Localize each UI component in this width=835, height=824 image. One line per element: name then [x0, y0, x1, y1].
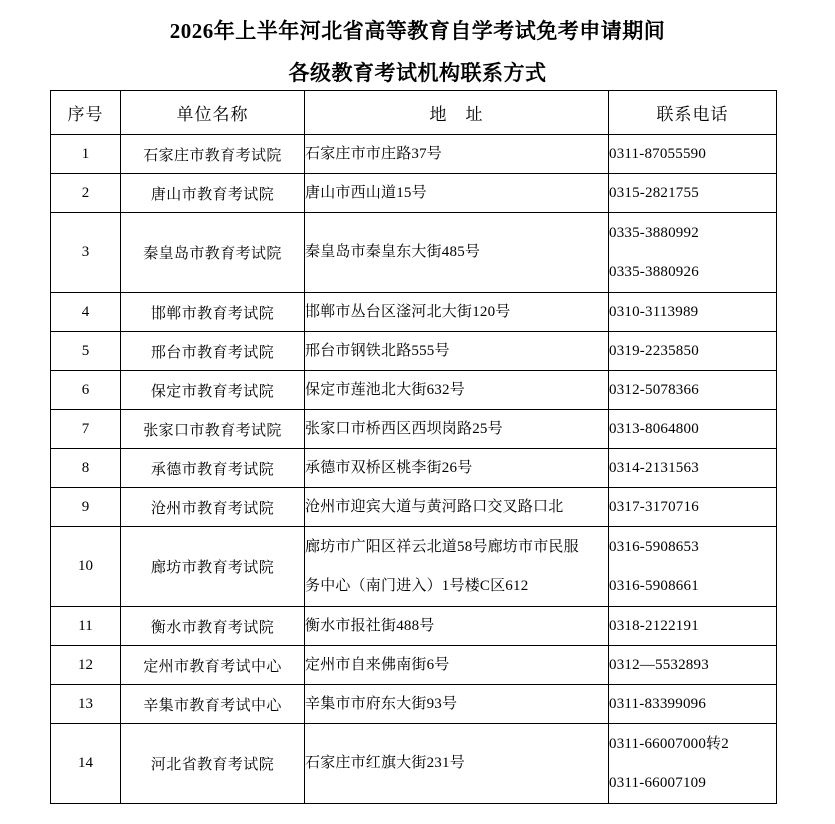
cell-index: 5	[51, 332, 121, 371]
phone-lines	[609, 303, 776, 322]
cell-index: 4	[51, 293, 121, 332]
cell-index: 1	[51, 135, 121, 174]
cell-index: 8	[51, 449, 121, 488]
address-line: 衡水市报社街488号	[305, 617, 435, 634]
table-row	[51, 646, 777, 685]
cell-organization-name: 邯郸市教育考试院	[121, 293, 305, 332]
column-header-address-char-1: 地	[429, 105, 448, 124]
address-line: 石家庄市市庄路37号	[305, 145, 443, 162]
phone-lines	[609, 617, 776, 636]
phone-number: 0310-3113989	[609, 303, 699, 320]
phone-number: 0316-5908653	[609, 538, 699, 555]
phone-number: 0312-5078366	[609, 381, 699, 398]
cell-organization-name: 邢台市教育考试院	[121, 332, 305, 371]
address-lines	[305, 381, 608, 400]
address-line: 张家口市桥西区西坝岗路25号	[305, 420, 503, 437]
table-row	[51, 449, 777, 488]
cell-address	[305, 646, 609, 685]
cell-phone	[609, 332, 777, 371]
cell-phone	[609, 685, 777, 724]
cell-organization-name: 秦皇岛市教育考试院	[121, 213, 305, 293]
address-line: 保定市莲池北大街632号	[305, 381, 465, 398]
cell-address	[305, 724, 609, 804]
phone-lines	[609, 656, 776, 675]
phone-number: 0312—5532893	[609, 656, 709, 673]
address-line: 廊坊市广阳区祥云北道58号廊坊市市民服	[305, 538, 579, 555]
phone-lines	[609, 342, 776, 361]
phone-number: 0316-5908661	[609, 577, 699, 594]
cell-index: 7	[51, 410, 121, 449]
cell-address	[305, 527, 609, 607]
cell-index: 13	[51, 685, 121, 724]
table-row	[51, 607, 777, 646]
address-line: 沧州市迎宾大道与黄河路口交叉路口北	[305, 498, 564, 515]
cell-organization-name: 沧州市教育考试院	[121, 488, 305, 527]
page-title-line-2: 各级教育考试机构联系方式	[288, 61, 547, 85]
table-row	[51, 527, 777, 607]
table-row	[51, 488, 777, 527]
cell-phone	[609, 371, 777, 410]
cell-index: 6	[51, 371, 121, 410]
address-line: 石家庄市红旗大街231号	[305, 755, 465, 771]
address-line: 辛集市市府东大街93号	[305, 695, 458, 712]
phone-number: 0311-87055590	[609, 145, 707, 162]
phone-lines	[609, 224, 776, 282]
address-lines	[305, 617, 608, 636]
phone-lines	[609, 381, 776, 400]
phone-number: 0318-2122191	[609, 617, 699, 634]
phone-number: 0335-3880992	[609, 224, 699, 241]
cell-index: 11	[51, 607, 121, 646]
cell-phone	[609, 213, 777, 293]
cell-phone	[609, 646, 777, 685]
page-title-line-1: 2026年上半年河北省高等教育自学考试免考申请期间	[169, 19, 666, 43]
cell-address	[305, 293, 609, 332]
cell-index: 12	[51, 646, 121, 685]
address-line: 务中心（南门进入）1号楼C区612	[305, 577, 529, 594]
cell-organization-name: 保定市教育考试院	[121, 371, 305, 410]
cell-address	[305, 607, 609, 646]
cell-address	[305, 213, 609, 293]
address-line: 秦皇岛市秦皇东大街485号	[305, 244, 481, 260]
table-row	[51, 371, 777, 410]
address-line: 定州市自来佛南街6号	[305, 656, 450, 673]
address-lines	[305, 342, 608, 361]
cell-organization-name: 定州市教育考试中心	[121, 646, 305, 685]
column-header-address	[305, 91, 609, 135]
address-lines	[305, 656, 608, 675]
cell-address	[305, 135, 609, 174]
cell-phone	[609, 293, 777, 332]
address-lines	[305, 243, 608, 262]
cell-organization-name: 唐山市教育考试院	[121, 174, 305, 213]
phone-lines	[609, 459, 776, 478]
phone-number: 0319-2235850	[609, 342, 699, 359]
address-lines	[305, 695, 608, 714]
cell-organization-name: 承德市教育考试院	[121, 449, 305, 488]
cell-organization-name: 张家口市教育考试院	[121, 410, 305, 449]
address-lines	[305, 420, 608, 439]
phone-number: 0311-66007000转2	[609, 735, 729, 752]
address-line: 邯郸市丛台区滏河北大街120号	[305, 303, 511, 320]
phone-number: 0311-66007109	[609, 774, 707, 791]
cell-organization-name: 廊坊市教育考试院	[121, 527, 305, 607]
column-header-address-char-2: 址	[465, 105, 484, 124]
column-header-name: 单位名称	[121, 91, 305, 135]
cell-address	[305, 332, 609, 371]
cell-address	[305, 685, 609, 724]
address-line: 唐山市西山道15号	[305, 184, 427, 201]
cell-phone	[609, 174, 777, 213]
phone-lines	[609, 538, 776, 596]
cell-address	[305, 371, 609, 410]
phone-lines	[609, 145, 776, 164]
phone-lines	[609, 420, 776, 439]
address-line: 邢台市钢铁北路555号	[305, 342, 450, 359]
cell-index: 10	[51, 527, 121, 607]
address-lines	[305, 498, 608, 517]
cell-index: 14	[51, 724, 121, 804]
table-row	[51, 213, 777, 293]
cell-organization-name: 衡水市教育考试院	[121, 607, 305, 646]
cell-phone	[609, 724, 777, 804]
phone-lines	[609, 695, 776, 714]
address-lines	[305, 303, 608, 322]
table-row	[51, 174, 777, 213]
table-header-row	[51, 91, 777, 135]
cell-index: 3	[51, 213, 121, 293]
cell-address	[305, 410, 609, 449]
phone-number: 0313-8064800	[609, 420, 699, 437]
cell-phone	[609, 410, 777, 449]
cell-organization-name: 河北省教育考试院	[121, 724, 305, 804]
table-row	[51, 685, 777, 724]
address-line: 承德市双桥区桃李街26号	[305, 459, 473, 476]
table-row	[51, 293, 777, 332]
phone-number: 0317-3170716	[609, 498, 699, 515]
contact-table-wrapper	[50, 90, 776, 804]
table-row	[51, 332, 777, 371]
table-row	[51, 410, 777, 449]
phone-number: 0335-3880926	[609, 263, 699, 280]
cell-phone	[609, 527, 777, 607]
cell-index: 2	[51, 174, 121, 213]
cell-address	[305, 449, 609, 488]
table-row	[51, 135, 777, 174]
cell-organization-name: 辛集市教育考试中心	[121, 685, 305, 724]
phone-lines	[609, 184, 776, 203]
cell-address	[305, 174, 609, 213]
address-lines	[305, 459, 608, 478]
column-header-phone: 联系电话	[609, 91, 777, 135]
contact-table	[50, 90, 777, 804]
cell-address	[305, 488, 609, 527]
cell-phone	[609, 488, 777, 527]
address-lines	[305, 145, 608, 164]
column-header-index: 序号	[51, 91, 121, 135]
phone-lines	[609, 735, 776, 793]
phone-lines	[609, 498, 776, 517]
address-lines	[305, 538, 608, 596]
cell-phone	[609, 607, 777, 646]
phone-number: 0315-2821755	[609, 184, 699, 201]
table-header	[51, 91, 777, 135]
table-body	[51, 135, 777, 804]
cell-organization-name: 石家庄市教育考试院	[121, 135, 305, 174]
cell-index: 9	[51, 488, 121, 527]
address-lines	[305, 184, 608, 203]
table-row	[51, 724, 777, 804]
address-lines	[305, 754, 608, 773]
page-title	[0, 0, 835, 88]
cell-phone	[609, 135, 777, 174]
phone-number: 0314-2131563	[609, 459, 699, 476]
phone-number: 0311-83399096	[609, 695, 707, 712]
cell-phone	[609, 449, 777, 488]
